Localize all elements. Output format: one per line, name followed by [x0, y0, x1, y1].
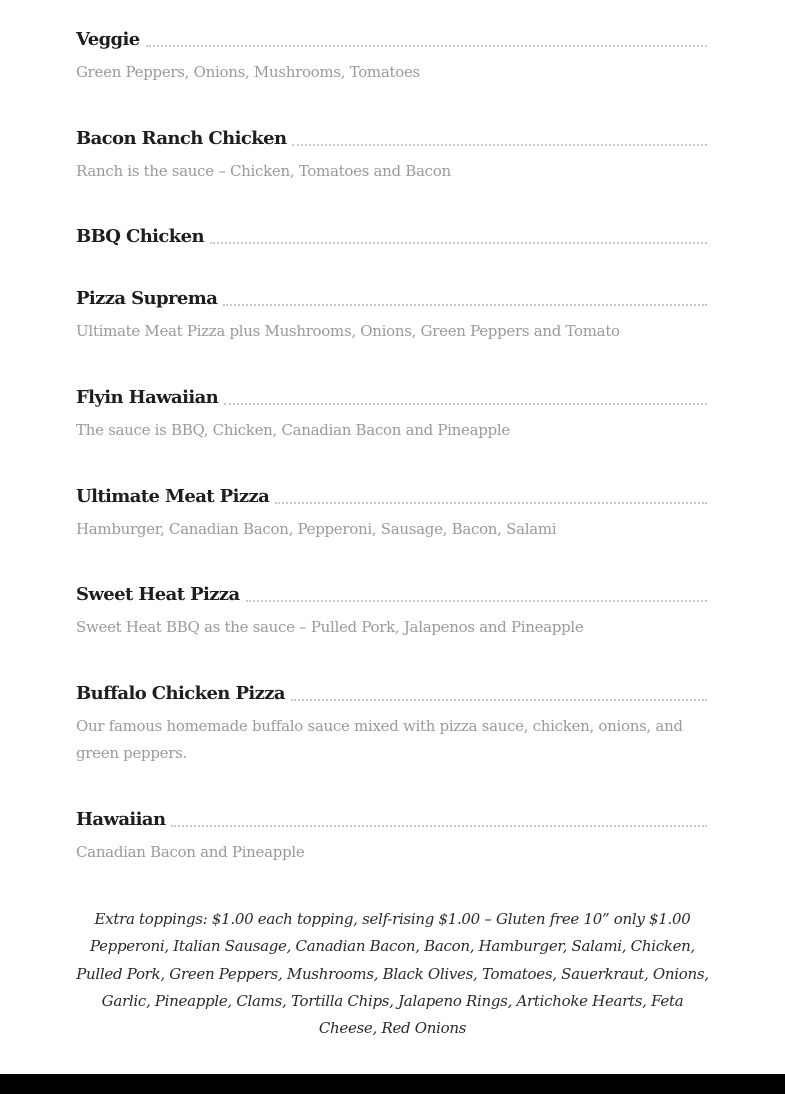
menu-item-name: Hawaiian [76, 809, 166, 830]
menu-item-name: Veggie [76, 29, 140, 50]
menu-item-name: BBQ Chicken [76, 226, 204, 247]
footer-bar [0, 1074, 785, 1094]
menu-item-name: Flyin Hawaiian [76, 387, 219, 408]
dotted-leader [223, 304, 707, 306]
dotted-leader [224, 403, 707, 405]
dotted-leader [291, 699, 707, 701]
extra-toppings-note: Extra toppings: $1.00 each topping, self-rising $1.00 – Gluten free 10” only $1.00 Pepperoni, Italian Sausage, Canadian Bacon, Bacon, Hamburger, Salami, Chicken, Pulled Pork, Green Peppers, Mushrooms, Black Olives, Tomatoes, Sauerkraut, Onions, Garlic, Pineapple, Clams, Tortilla Chips, Jalapeno Rings, Artichoke Hearts, Feta Cheese, Red Onions [76, 910, 709, 1038]
menu-item-description: Ranch is the sauce – Chicken, Tomatoes and Bacon [76, 162, 451, 180]
menu-item-header [76, 282, 707, 310]
menu-item-name: Buffalo Chicken Pizza [76, 683, 285, 704]
menu-item-hawaiian [76, 803, 707, 866]
menu-item-header [76, 578, 707, 606]
menu-item-name: Sweet Heat Pizza [76, 584, 240, 605]
menu-item-ultimate-meat-pizza [76, 480, 707, 543]
menu-item-bbq-chicken [76, 220, 707, 248]
dotted-leader [171, 825, 707, 827]
menu-item-description: Ultimate Meat Pizza plus Mushrooms, Onions, Green Peppers and Tomato [76, 322, 620, 340]
menu-item-header [76, 23, 707, 51]
menu-item-header [76, 677, 707, 705]
menu-item-sweet-heat-pizza [76, 578, 707, 641]
dotted-leader [210, 242, 707, 244]
menu-item-header [76, 122, 707, 150]
menu-item-veggie [76, 23, 707, 86]
menu-item-header [76, 803, 707, 831]
menu-item-name: Bacon Ranch Chicken [76, 128, 287, 149]
menu-item-buffalo-chicken-pizza [76, 677, 707, 767]
menu-item-description: Sweet Heat BBQ as the sauce – Pulled Pork, Jalapenos and Pineapple [76, 618, 584, 636]
dotted-leader [292, 144, 707, 146]
menu-item-description: Green Peppers, Onions, Mushrooms, Tomatoes [76, 63, 420, 81]
menu-item-header [76, 381, 707, 409]
dotted-leader [146, 45, 707, 47]
menu-item-description: Hamburger, Canadian Bacon, Pepperoni, Sausage, Bacon, Salami [76, 520, 557, 538]
menu-item-description: Canadian Bacon and Pineapple [76, 843, 305, 861]
menu-item-pizza-suprema [76, 282, 707, 345]
menu-item-description: Our famous homemade buffalo sauce mixed with pizza sauce, chicken, onions, and green peppers. [76, 717, 683, 762]
dotted-leader [246, 600, 707, 602]
menu-item-bacon-ranch-chicken [76, 122, 707, 185]
dotted-leader [275, 502, 707, 504]
menu-item-flyin-hawaiian [76, 381, 707, 444]
menu-item-name: Ultimate Meat Pizza [76, 486, 270, 507]
menu-item-header [76, 480, 707, 508]
menu-item-name: Pizza Suprema [76, 288, 218, 309]
menu-item-header [76, 220, 707, 248]
menu-item-description: The sauce is BBQ, Chicken, Canadian Bacon and Pineapple [76, 421, 510, 439]
